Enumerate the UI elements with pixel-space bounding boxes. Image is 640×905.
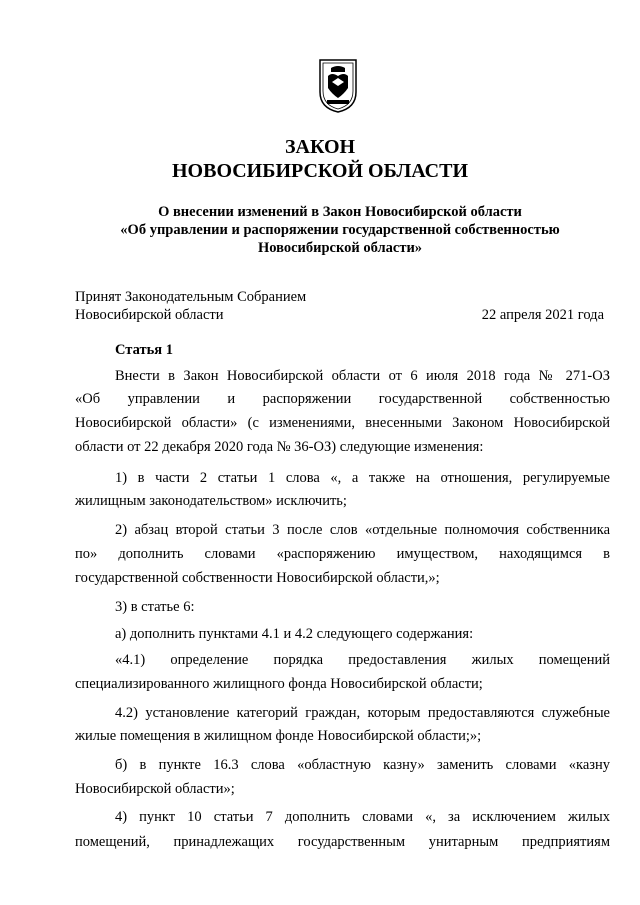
article-line: по» дополнить словами «распоряжению имуществом, находящимся в bbox=[75, 546, 610, 562]
adoption-line2: Новосибирской области bbox=[75, 307, 224, 323]
article-line: Новосибирской области»; bbox=[75, 781, 235, 797]
article-line: помещений, принадлежащих государственным унитарным предприятиям bbox=[75, 834, 610, 850]
adoption-date: 22 апреля 2021 года bbox=[481, 307, 604, 323]
article-line: б) в пункте 16.3 слова «областную казну» заменить словами «казну bbox=[115, 757, 610, 773]
subtitle-line2: «Об управлении и распоряжении государственной собственностью bbox=[120, 222, 560, 238]
article-line: жилищным законодательством» исключить; bbox=[75, 493, 347, 509]
article-line: «Об управлении и распоряжении государственной собственностью bbox=[75, 391, 610, 407]
article-line: а) дополнить пунктами 4.1 и 4.2 следующего содержания: bbox=[115, 626, 474, 642]
article-heading: Статья 1 bbox=[115, 342, 173, 358]
subtitle-line3: Новосибирской области» bbox=[257, 240, 423, 256]
article-line: 1) в части 2 статьи 1 слова «, а также на отношения, регулируемые bbox=[115, 470, 610, 486]
subtitle-line1: О внесении изменений в Закон Новосибирской области bbox=[158, 204, 522, 220]
article-line: «4.1) определение порядка предоставления жилых помещений bbox=[115, 652, 610, 668]
article-line: 4.2) установление категорий граждан, которым предоставляются служебные bbox=[115, 705, 610, 721]
article-line: 3) в статье 6: bbox=[115, 599, 195, 615]
law-title-line1: ЗАКОН bbox=[284, 136, 356, 158]
article-line: специализированного жилищного фонда Новосибирской области; bbox=[75, 676, 483, 692]
article-line: области от 22 декабря 2020 года № 36-ОЗ) следующие изменения: bbox=[75, 439, 484, 455]
coat-of-arms-icon bbox=[318, 58, 358, 114]
article-line: 2) абзац второй статьи 3 после слов «отдельные полномочия собственника bbox=[115, 522, 610, 538]
article-line: Новосибирской области» (с изменениями, внесенными Законом Новосибирской bbox=[75, 415, 610, 431]
law-title-line2: НОВОСИБИРСКОЙ ОБЛАСТИ bbox=[171, 160, 469, 182]
article-line: жилые помещения в жилищном фонде Новосибирской области;»; bbox=[75, 728, 482, 744]
article-line: государственной собственности Новосибирской области,»; bbox=[75, 570, 440, 586]
adoption-line1: Принят Законодательным Собранием bbox=[75, 289, 307, 305]
article-line: Внести в Закон Новосибирской области от 6 июля 2018 года № 271-ОЗ bbox=[115, 368, 610, 384]
article-line: 4) пункт 10 статьи 7 дополнить словами «, за исключением жилых bbox=[115, 809, 610, 825]
